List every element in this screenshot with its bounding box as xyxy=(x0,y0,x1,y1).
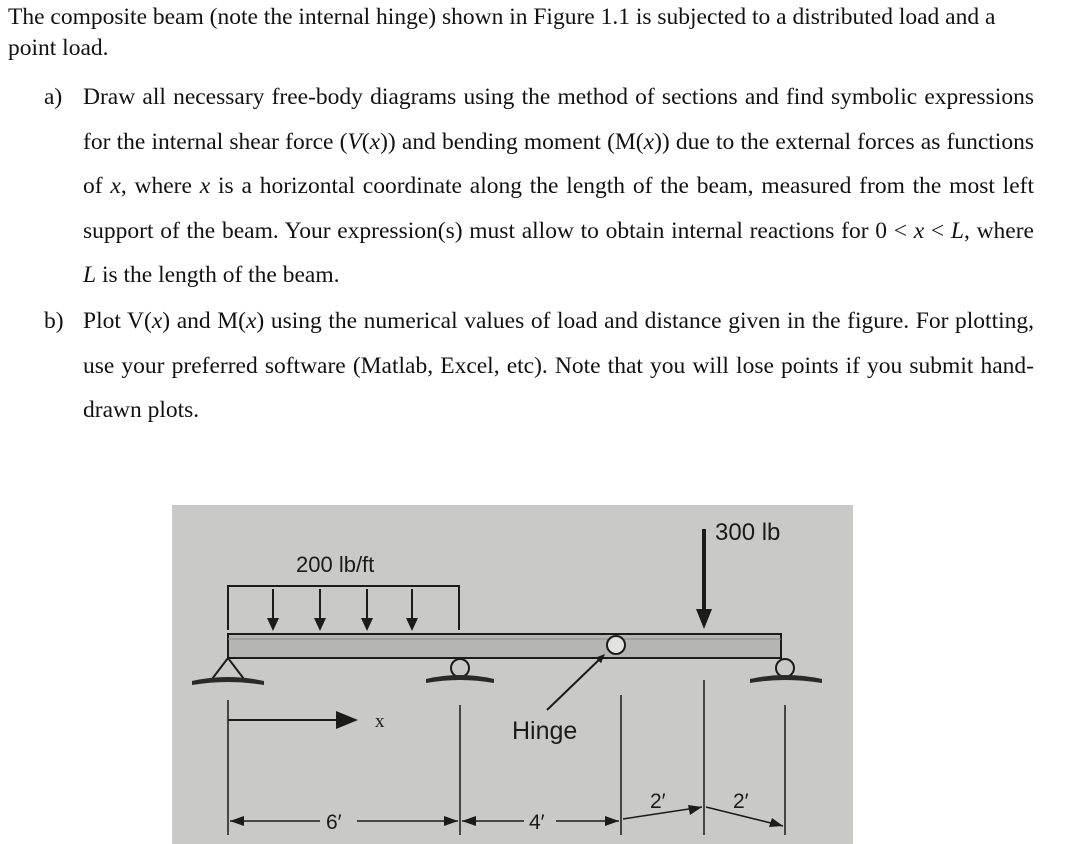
beam xyxy=(228,634,781,658)
problem-intro: The composite beam (note the internal hinge) shown in Figure 1.1 is subjected to a distributed load and a point load. xyxy=(8,4,996,61)
hinge-pin xyxy=(607,636,625,654)
part-b-text: Plot V(x) and M(x) using the numerical values of load and distance given in the figure. For plotting, use your preferred software (Matlab, Excel, etc). Note that you will lose points if you submit hand-drawn plots. xyxy=(83,308,1034,423)
x-axis-label: x xyxy=(375,711,385,732)
distributed-load-label: 200 lb/ft xyxy=(296,552,375,577)
dimension-label-2ft-a: 2′ xyxy=(650,790,666,813)
point-load-label: 300 lb xyxy=(715,519,781,546)
part-a xyxy=(44,75,1034,300)
part-b xyxy=(44,299,1034,434)
dimension-label-2ft-b: 2′ xyxy=(733,790,749,813)
photo-background xyxy=(172,505,853,844)
part-b-label: b) xyxy=(44,308,64,334)
dimension-label-4ft: 4′ xyxy=(529,811,545,834)
part-a-text: Draw all necessary free-body diagrams using the method of sections and find symbolic expressions for the internal shear force (V(x)) and bending moment (M(x)) due to the external forces as functions of x, where x is a horizontal coordinate along the length of the beam, measured from the most left support of the beam. Your expression(s) must allow to obtain internal reactions for 0 < x < L, where L is the length of the beam. xyxy=(83,84,1034,288)
part-a-label: a) xyxy=(44,84,63,110)
dimension-label-6ft: 6′ xyxy=(326,811,342,834)
figure-1-1 xyxy=(172,505,853,844)
hinge-label: Hinge xyxy=(512,717,578,745)
